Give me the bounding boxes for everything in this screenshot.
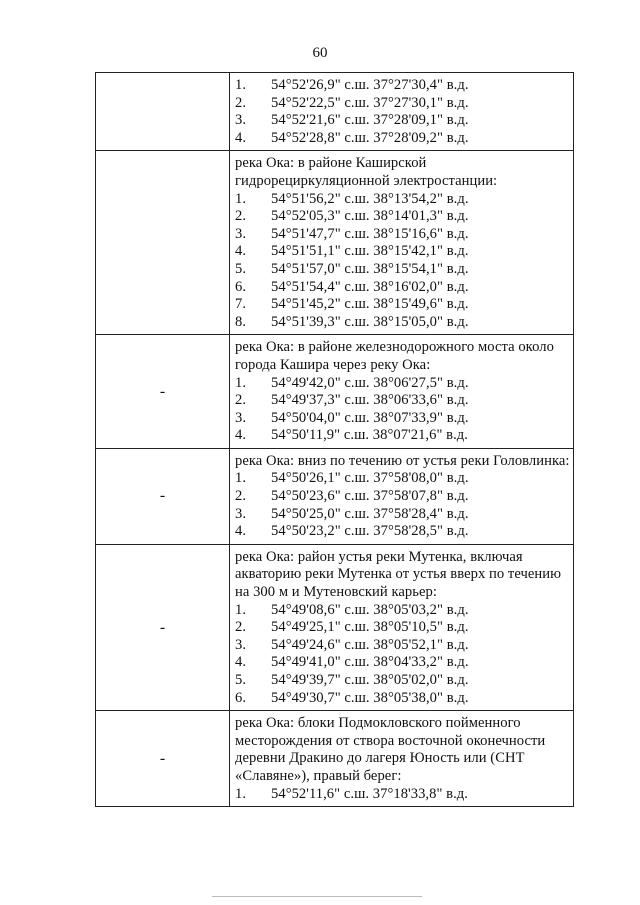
coordinate-value: 54°49'08,6" с.ш. 38°05'03,2" в.д. [271,601,469,618]
coordinate-value: 54°50'23,2" с.ш. 37°58'28,5" в.д. [271,523,469,540]
coordinate-value: 54°52'28,8" с.ш. 37°28'09,2" в.д. [271,129,469,146]
coordinate-number: 3. [235,636,247,653]
coordinate-value: 54°49'24,6" с.ш. 38°05'52,1" в.д. [271,636,469,653]
table-row [96,73,574,151]
row-marker-cell: - [96,448,230,544]
table-row [96,335,574,449]
row-marker-cell: - [96,711,230,807]
area-description-cell [230,335,574,449]
coordinate-value: 54°50'26,1" с.ш. 37°58'08,0" в.д. [271,470,469,487]
coordinate-number: 3. [235,505,247,522]
coordinate-item [235,506,570,524]
coordinate-value: 54°52'21,6" с.ш. 37°28'09,1" в.д. [271,112,469,129]
coordinate-value: 54°49'42,0" с.ш. 38°06'27,5" в.д. [271,374,469,391]
coordinate-item [235,672,570,690]
coordinate-value: 54°50'04,0" с.ш. 38°07'33,9" в.д. [271,409,469,426]
row-marker-cell: - [96,335,230,449]
coordinate-value: 54°52'26,9" с.ш. 37°27'30,4" в.д. [271,77,469,93]
coordinate-number: 2. [235,488,247,505]
coordinate-item [235,488,570,506]
row-marker-cell [96,151,230,335]
coordinate-item [235,427,570,445]
coordinate-number: 8. [235,313,247,330]
table-row [96,711,574,807]
coordinate-value: 54°49'41,0" с.ш. 38°04'33,2" в.д. [271,654,469,671]
coordinate-item [235,112,570,130]
coordinate-value: 54°51'39,3" с.ш. 38°15'05,0" в.д. [271,313,469,330]
coordinate-value: 54°51'47,7" с.ш. 38°15'16,6" в.д. [271,225,469,242]
coordinate-number: 5. [235,672,247,688]
area-description: река Ока: блоки Подмокловского пойменного месторождения от створа восточной оконечности деревни Дракино до лагеря Юность или (СНТ «Славяне»), правый берег: [235,715,546,784]
coordinate-item [235,654,570,672]
coordinate-number: 1. [235,470,247,487]
table-row [96,544,574,710]
coordinate-item [235,392,570,410]
coordinate-item [235,226,570,244]
table-row [96,151,574,335]
coordinate-value: 54°50'25,0" с.ш. 37°58'28,4" в.д. [271,505,469,522]
coordinate-value: 54°49'39,7" с.ш. 38°05'02,0" в.д. [271,672,469,688]
coordinate-number: 5. [235,260,247,277]
area-description-cell [230,448,574,544]
coordinate-number: 2. [235,94,247,111]
coordinate-item [235,243,570,261]
coordinate-item [235,619,570,637]
coordinate-value: 54°49'30,7" с.ш. 38°05'38,0" в.д. [271,689,469,706]
coordinate-number: 6. [235,278,247,295]
coordinate-item [235,470,570,488]
coordinate-item [235,637,570,655]
coordinate-item [235,314,570,332]
table-row [96,448,574,544]
coordinate-item [235,602,570,620]
area-description: река Ока: район устья реки Мутенка, включая акваторию реки Мутенка от устья вверх по течению на 300 м и Мутеновский карьер: [235,548,562,601]
coordinates-table [95,72,574,807]
coordinate-value: 54°51'51,1" с.ш. 38°15'42,1" в.д. [271,243,469,260]
coordinate-item [235,279,570,297]
coordinate-value: 54°51'45,2" с.ш. 38°15'49,6" в.д. [271,296,469,313]
coordinate-number: 2. [235,392,247,409]
coordinate-value: 54°50'11,9" с.ш. 38°07'21,6" в.д. [271,427,468,444]
coordinate-item [235,296,570,314]
coordinate-number: 3. [235,409,247,426]
row-marker-cell: - [96,544,230,710]
coordinate-value: 54°49'37,3" с.ш. 38°06'33,6" в.д. [271,392,469,409]
coordinate-number: 7. [235,296,247,313]
coordinate-number: 3. [235,225,247,242]
row-marker-cell [96,73,230,151]
table-body [96,73,574,807]
coordinate-item [235,208,570,226]
coordinate-value: 54°52'05,3" с.ш. 38°14'01,3" в.д. [271,208,469,225]
coordinate-value: 54°51'54,4" с.ш. 38°16'02,0" в.д. [271,278,469,295]
coordinate-number: 1. [235,190,247,207]
coordinate-number: 1. [235,374,247,391]
coordinate-item [235,261,570,279]
coordinate-item [235,77,570,95]
coordinate-value: 54°52'11,6" с.ш. 37°18'33,8" в.д. [271,785,468,802]
coordinate-value: 54°50'23,6" с.ш. 37°58'07,8" в.д. [271,488,469,505]
coordinate-number: 4. [235,427,247,444]
area-description-cell [230,711,574,807]
coordinate-number: 6. [235,689,247,706]
coordinate-item [235,690,570,708]
coordinate-number: 4. [235,654,247,671]
coordinate-item [235,130,570,148]
coordinate-item [235,95,570,113]
area-description: река Ока: в районе Каширской гидрорециркуляционной электростанции: [235,155,498,189]
coordinate-number: 1. [235,785,247,802]
coordinate-number: 1. [235,77,247,93]
bottom-divider [212,896,422,897]
coordinate-item [235,523,570,541]
page-number: 60 [312,45,328,61]
coordinate-item [235,786,570,804]
coordinate-value: 54°51'57,0" с.ш. 38°15'54,1" в.д. [271,260,469,277]
area-description: река Ока: в районе железнодорожного моста около города Кашира через реку Ока: [235,339,554,373]
area-description-cell [230,151,574,335]
coordinate-number: 3. [235,112,247,129]
coordinate-value: 54°49'25,1" с.ш. 38°05'10,5" в.д. [271,619,469,636]
coordinate-value: 54°51'56,2" с.ш. 38°13'54,2" в.д. [271,190,469,207]
area-description-cell [230,544,574,710]
coordinate-value: 54°52'22,5" с.ш. 37°27'30,1" в.д. [271,94,469,111]
coordinate-number: 2. [235,619,247,636]
coordinate-number: 4. [235,523,247,540]
coordinate-number: 1. [235,601,247,618]
coordinate-number: 2. [235,208,247,225]
area-description-cell [230,73,574,151]
coordinate-item [235,191,570,209]
coordinate-item [235,375,570,393]
coordinate-number: 4. [235,129,247,146]
coordinate-number: 4. [235,243,247,260]
coordinate-item [235,410,570,428]
area-description: река Ока: вниз по течению от устья реки Головлинка: [235,452,570,469]
